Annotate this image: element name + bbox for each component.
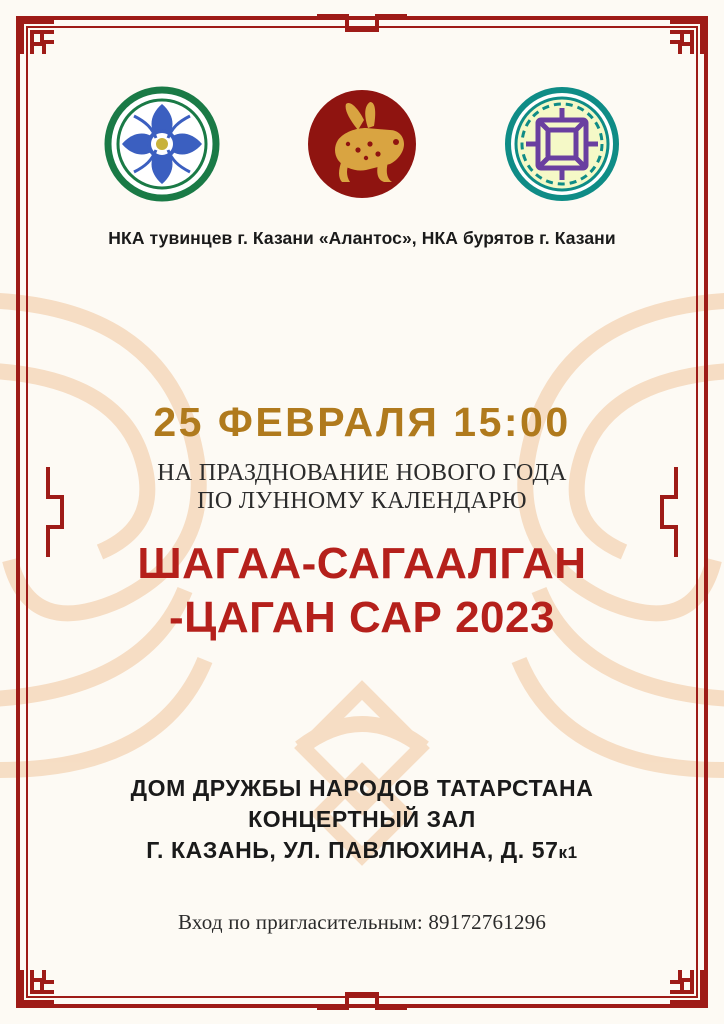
venue-block [131,773,594,866]
venue-line-1: ДОМ ДРУЖБЫ НАРОДОВ ТАТАРСТАНА [130,774,594,801]
invitation-text [157,460,567,515]
event-date-time: 25 ФЕВРАЛЯ 15:00 [153,399,571,445]
venue-address-suffix: к1 [558,842,578,862]
buryat-emblem-icon [504,86,620,202]
tuvan-emblem-icon [104,86,220,202]
invitation-line-2: ПО ЛУННОМУ КАЛЕНДАРЮ [197,487,527,514]
rabbit-emblem-icon [304,86,420,202]
event-title [137,537,586,644]
entry-note: Вход по пригласительным: 89172761296 [177,909,547,934]
venue-line-2: КОНЦЕРТНЫЙ ЗАЛ [248,805,476,832]
venue-address: Г. КАЗАНЬ, УЛ. ПАВЛЮХИНА, Д. 57 [146,836,559,863]
venue-line-3 [131,835,594,866]
emblem-row [104,86,620,202]
organizations-line: НКА тувинцев г. Казани «Алантос», НКА бурятов г. Казани [108,228,616,248]
event-title-line-2: -ЦАГАН САР 2023 [169,592,555,642]
invitation-line-1: НА ПРАЗДНОВАНИЕ НОВОГО ГОДА [157,460,567,486]
event-title-line-1: ШАГАА-САГААЛГАН [137,539,587,589]
